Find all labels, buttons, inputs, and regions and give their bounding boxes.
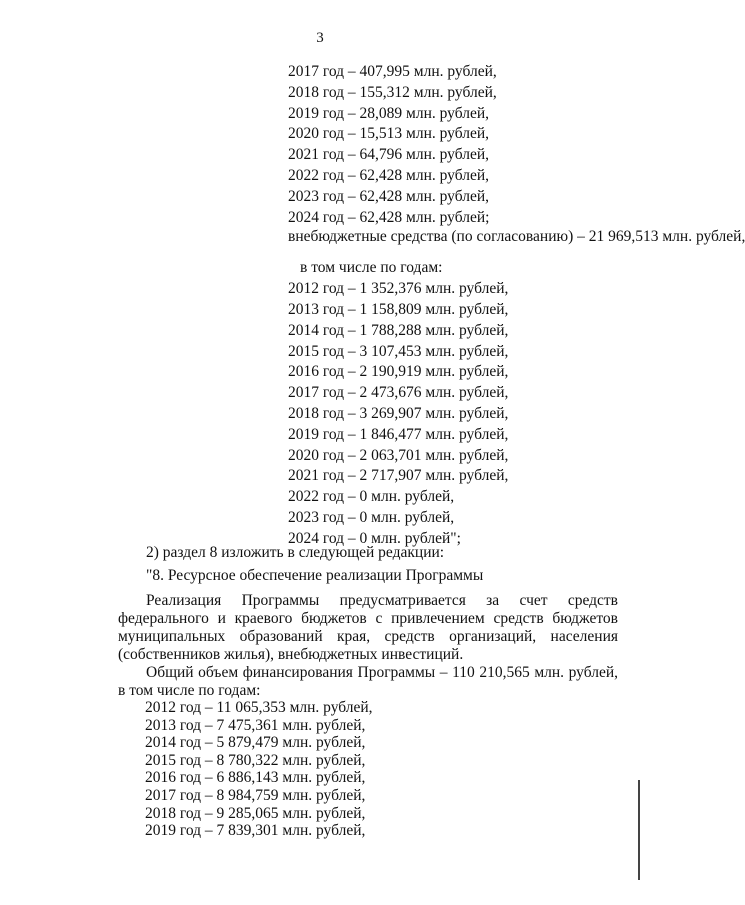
- extra-line: 2018 год – 3 269,907 млн. рублей,: [288, 404, 509, 422]
- total-line: 2015 год – 8 780,322 млн. рублей,: [145, 751, 366, 769]
- total-line: 2019 год – 7 839,301 млн. рублей,: [145, 822, 366, 840]
- page-number: 3: [316, 30, 324, 46]
- paragraph-1: [118, 592, 618, 664]
- section-title: "8. Ресурсное обеспечение реализации Программы: [146, 567, 484, 584]
- section-item: 2) раздел 8 изложить в следующей редакции:: [146, 544, 445, 561]
- total-line: 2016 год – 6 886,143 млн. рублей,: [145, 769, 366, 787]
- total-line: 2017 год – 8 984,759 млн. рублей,: [145, 786, 366, 804]
- paragraph-2-text: Общий объем финансирования Программы – 110 210,565 млн. рублей, в том числе по годам:: [118, 664, 618, 699]
- paragraph-2: [118, 664, 618, 700]
- extra-line: 2014 год – 1 788,288 млн. рублей,: [288, 321, 509, 339]
- extra-line: 2020 год – 2 063,701 млн. рублей,: [288, 446, 509, 464]
- total-line: 2013 год – 7 475,361 млн. рублей,: [145, 716, 366, 734]
- extra-line: 2021 год – 2 717,907 млн. рублей,: [288, 467, 509, 485]
- extra-line: 2024 год – 0 млн. рублей";: [288, 529, 461, 547]
- extra-line: 2015 год – 3 107,453 млн. рублей,: [288, 342, 509, 360]
- total-line: 2014 год – 5 879,479 млн. рублей,: [145, 734, 366, 752]
- extra-line: 2016 год – 2 190,919 млн. рублей,: [288, 363, 509, 381]
- extra-line: 2019 год – 1 846,477 млн. рублей,: [288, 425, 509, 443]
- budget-line: 2022 год – 62,428 млн. рублей,: [288, 166, 490, 184]
- scan-edge-mark: [638, 780, 640, 880]
- incl-years-label: в том числе по годам:: [300, 259, 443, 277]
- budget-line: 2017 год – 407,995 млн. рублей,: [288, 63, 497, 80]
- extra-line: 2017 год – 2 473,676 млн. рублей,: [288, 384, 509, 402]
- extrabudget-total: внебюджетные средства (по согласованию) – 21 969,513 млн. рублей,: [288, 228, 745, 246]
- paragraph-1-text: Реализация Программы предусматривается за счет средств федерального и краевого бюджетов с привлечением средств бюджетов муниципальных образований края, средств организаций, населения (собственников жилья), внебюджетных инвестиций.: [118, 592, 618, 663]
- extra-line: 2012 год – 1 352,376 млн. рублей,: [288, 280, 509, 298]
- extra-line: 2022 год – 0 млн. рублей,: [288, 488, 455, 506]
- extra-line: 2013 год – 1 158,809 млн. рублей,: [288, 300, 509, 318]
- budget-line: 2024 год – 62,428 млн. рублей;: [288, 208, 490, 226]
- total-line: 2018 год – 9 285,065 млн. рублей,: [145, 804, 366, 822]
- total-years-list: [145, 699, 373, 840]
- budget-line: 2021 год – 64,796 млн. рублей,: [288, 146, 490, 164]
- total-line: 2012 год – 11 065,353 млн. рублей,: [145, 699, 373, 716]
- budget-line: 2018 год – 155,312 млн. рублей,: [288, 83, 497, 101]
- budget-line: 2020 год – 15,513 млн. рублей,: [288, 125, 490, 143]
- budget-line: 2019 год – 28,089 млн. рублей,: [288, 104, 490, 122]
- budget-years-column: [288, 62, 745, 550]
- budget-line: 2023 год – 62,428 млн. рублей,: [288, 187, 490, 205]
- extra-line: 2023 год – 0 млн. рублей,: [288, 508, 455, 526]
